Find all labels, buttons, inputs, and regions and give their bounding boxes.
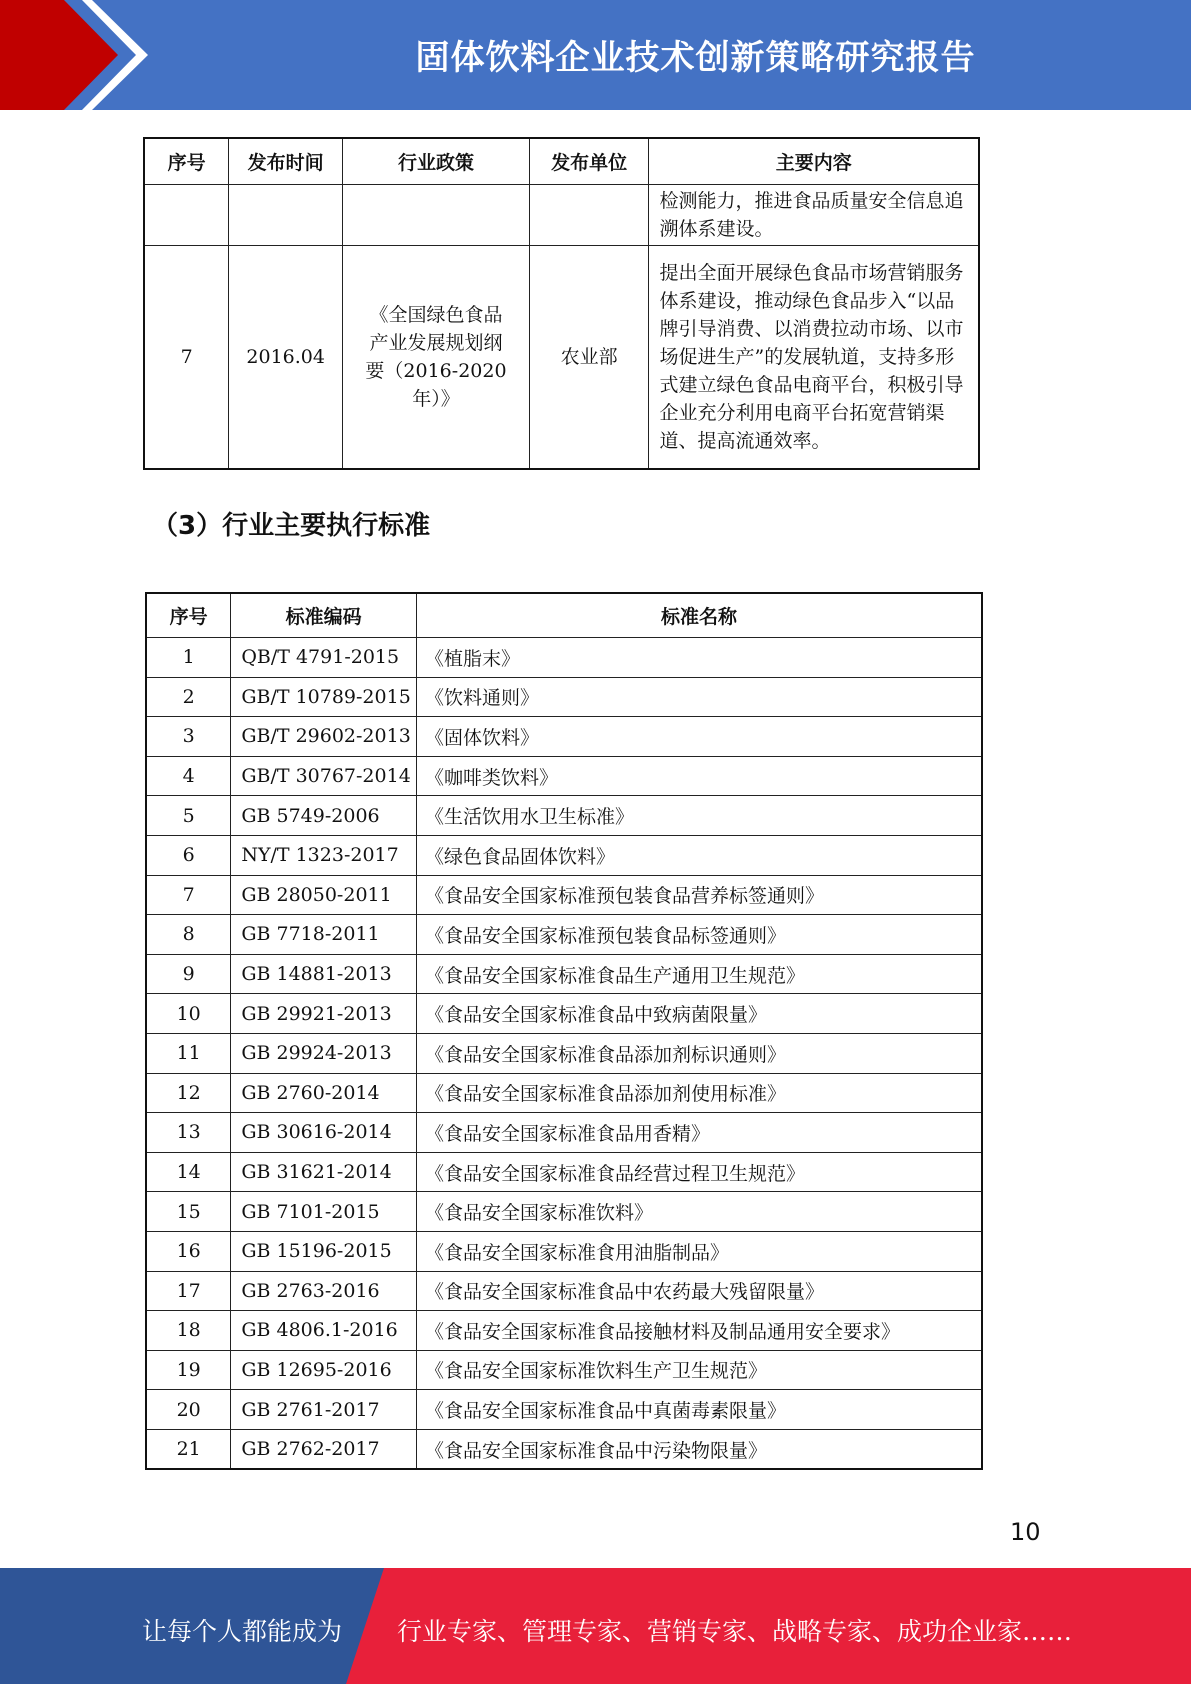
table-row <box>146 638 982 678</box>
table-row <box>146 796 982 836</box>
standard-code: GB 29924-2013 <box>231 1033 417 1073</box>
standard-name: 《食品安全国家标准预包装食品营养标签通则》 <box>417 875 983 915</box>
column-header: 发布时间 <box>229 138 343 185</box>
row-number: 14 <box>146 1152 231 1192</box>
table-row <box>146 835 982 875</box>
standard-name: 《食品安全国家标准食品经营过程卫生规范》 <box>417 1152 983 1192</box>
standard-name: 《食品安全国家标准食品中农药最大残留限量》 <box>417 1271 983 1311</box>
row-number: 10 <box>146 994 231 1034</box>
table-row <box>146 1350 982 1390</box>
main-content: 检测能力，推进食品质量安全信息追溯体系建设。 <box>649 185 979 246</box>
table-row <box>146 1113 982 1153</box>
standard-name: 《食品安全国家标准食品添加剂使用标准》 <box>417 1073 983 1113</box>
standard-code: GB 28050-2011 <box>231 875 417 915</box>
row-number: 1 <box>146 638 231 678</box>
section-heading: （3）行业主要执行标准 <box>152 511 431 541</box>
standard-code: GB/T 30767-2014 <box>231 756 417 796</box>
standard-name: 《食品安全国家标准食品用香精》 <box>417 1113 983 1153</box>
table-row <box>146 1429 982 1469</box>
row-number: 5 <box>146 796 231 836</box>
report-title: 固体饮料企业技术创新策略研究报告 <box>415 38 976 78</box>
standard-code: GB 30616-2014 <box>231 1113 417 1153</box>
row-number: 6 <box>146 835 231 875</box>
table-row <box>146 1311 982 1351</box>
standard-name: 《食品安全国家标准食品中污染物限量》 <box>417 1429 983 1469</box>
row-number: 15 <box>146 1192 231 1232</box>
publish-date <box>229 185 343 246</box>
row-number: 7 <box>144 246 229 470</box>
column-header: 序号 <box>144 138 229 185</box>
standard-code: QB/T 4791-2015 <box>231 638 417 678</box>
row-number: 16 <box>146 1231 231 1271</box>
standard-name: 《食品安全国家标准饮料生产卫生规范》 <box>417 1350 983 1390</box>
row-number: 4 <box>146 756 231 796</box>
header-banner <box>0 0 1191 110</box>
row-number: 7 <box>146 875 231 915</box>
column-header: 标准名称 <box>417 593 983 638</box>
standard-name: 《饮料通则》 <box>417 677 983 717</box>
policy-table <box>143 137 980 470</box>
column-header: 序号 <box>146 593 231 638</box>
footer-slogan-left: 让每个人都能成为 <box>142 1617 343 1646</box>
footer-slogan-right: 行业专家、管理专家、营销专家、战略专家、成功企业家…… <box>397 1617 1073 1646</box>
table-row <box>146 1390 982 1430</box>
standards-table <box>145 592 983 1470</box>
red-chevron-decoration <box>0 0 160 110</box>
standard-name: 《食品安全国家标准食品接触材料及制品通用安全要求》 <box>417 1311 983 1351</box>
row-number: 12 <box>146 1073 231 1113</box>
standard-code: GB 12695-2016 <box>231 1350 417 1390</box>
row-number: 9 <box>146 954 231 994</box>
column-header: 主要内容 <box>649 138 979 185</box>
column-header: 行业政策 <box>343 138 530 185</box>
standard-code: GB 29921-2013 <box>231 994 417 1034</box>
row-number: 8 <box>146 915 231 955</box>
standard-name: 《绿色食品固体饮料》 <box>417 835 983 875</box>
standard-name: 《固体饮料》 <box>417 717 983 757</box>
standard-code: GB 2761-2017 <box>231 1390 417 1430</box>
table-row <box>146 994 982 1034</box>
row-number <box>144 185 229 246</box>
standard-name: 《植脂末》 <box>417 638 983 678</box>
standard-name: 《食品安全国家标准饮料》 <box>417 1192 983 1232</box>
standard-name: 《食品安全国家标准食品中真菌毒素限量》 <box>417 1390 983 1430</box>
standard-name: 《食品安全国家标准食品中致病菌限量》 <box>417 994 983 1034</box>
standard-code: GB/T 29602-2013 <box>231 717 417 757</box>
table-row <box>146 677 982 717</box>
table-row <box>146 915 982 955</box>
row-number: 11 <box>146 1033 231 1073</box>
standard-name: 《生活饮用水卫生标准》 <box>417 796 983 836</box>
table-header-row <box>144 138 979 185</box>
table-row <box>146 1033 982 1073</box>
publish-date: 2016.04 <box>229 246 343 470</box>
standard-name: 《咖啡类饮料》 <box>417 756 983 796</box>
standard-code: GB 5749-2006 <box>231 796 417 836</box>
table-header-row <box>146 593 982 638</box>
table-row <box>144 185 979 246</box>
standard-code: GB 15196-2015 <box>231 1231 417 1271</box>
standard-code: NY/T 1323-2017 <box>231 835 417 875</box>
table-row <box>146 756 982 796</box>
standard-name: 《食品安全国家标准食用油脂制品》 <box>417 1231 983 1271</box>
footer-banner <box>0 1568 1191 1684</box>
row-number: 18 <box>146 1311 231 1351</box>
standard-name: 《食品安全国家标准食品生产通用卫生规范》 <box>417 954 983 994</box>
row-number: 19 <box>146 1350 231 1390</box>
row-number: 2 <box>146 677 231 717</box>
table-row <box>146 1231 982 1271</box>
standard-code: GB 2760-2014 <box>231 1073 417 1113</box>
row-number: 21 <box>146 1429 231 1469</box>
table-row <box>146 1271 982 1311</box>
standard-code: GB 7101-2015 <box>231 1192 417 1232</box>
table-row <box>146 1192 982 1232</box>
standard-code: GB 7718-2011 <box>231 915 417 955</box>
standard-code: GB 4806.1-2016 <box>231 1311 417 1351</box>
table-row <box>146 717 982 757</box>
issuer: 农业部 <box>529 246 649 470</box>
standard-code: GB 2762-2017 <box>231 1429 417 1469</box>
standard-code: GB 31621-2014 <box>231 1152 417 1192</box>
issuer <box>529 185 649 246</box>
standard-code: GB 2763-2016 <box>231 1271 417 1311</box>
standard-name: 《食品安全国家标准预包装食品标签通则》 <box>417 915 983 955</box>
main-content: 提出全面开展绿色食品市场营销服务体系建设，推动绿色食品步入“以品牌引导消费、以消费拉动市场、以市场促进生产”的发展轨道，支持多形式建立绿色食品电商平台，积极引导企业充分利用电商平台拓宽营销渠道、提高流通效率。 <box>649 246 979 470</box>
policy-name: 《全国绿色食品产业发展规划纲要（2016-2020年）》 <box>343 246 530 470</box>
table-row <box>146 875 982 915</box>
row-number: 17 <box>146 1271 231 1311</box>
standard-code: GB/T 10789-2015 <box>231 677 417 717</box>
table-row <box>146 954 982 994</box>
policy-name <box>343 185 530 246</box>
table-row <box>146 1152 982 1192</box>
row-number: 13 <box>146 1113 231 1153</box>
row-number: 3 <box>146 717 231 757</box>
column-header: 发布单位 <box>529 138 649 185</box>
table-row <box>146 1073 982 1113</box>
page-number: 10 <box>1010 1518 1041 1546</box>
standard-code: GB 14881-2013 <box>231 954 417 994</box>
row-number: 20 <box>146 1390 231 1430</box>
table-row <box>144 246 979 470</box>
standard-name: 《食品安全国家标准食品添加剂标识通则》 <box>417 1033 983 1073</box>
column-header: 标准编码 <box>231 593 417 638</box>
